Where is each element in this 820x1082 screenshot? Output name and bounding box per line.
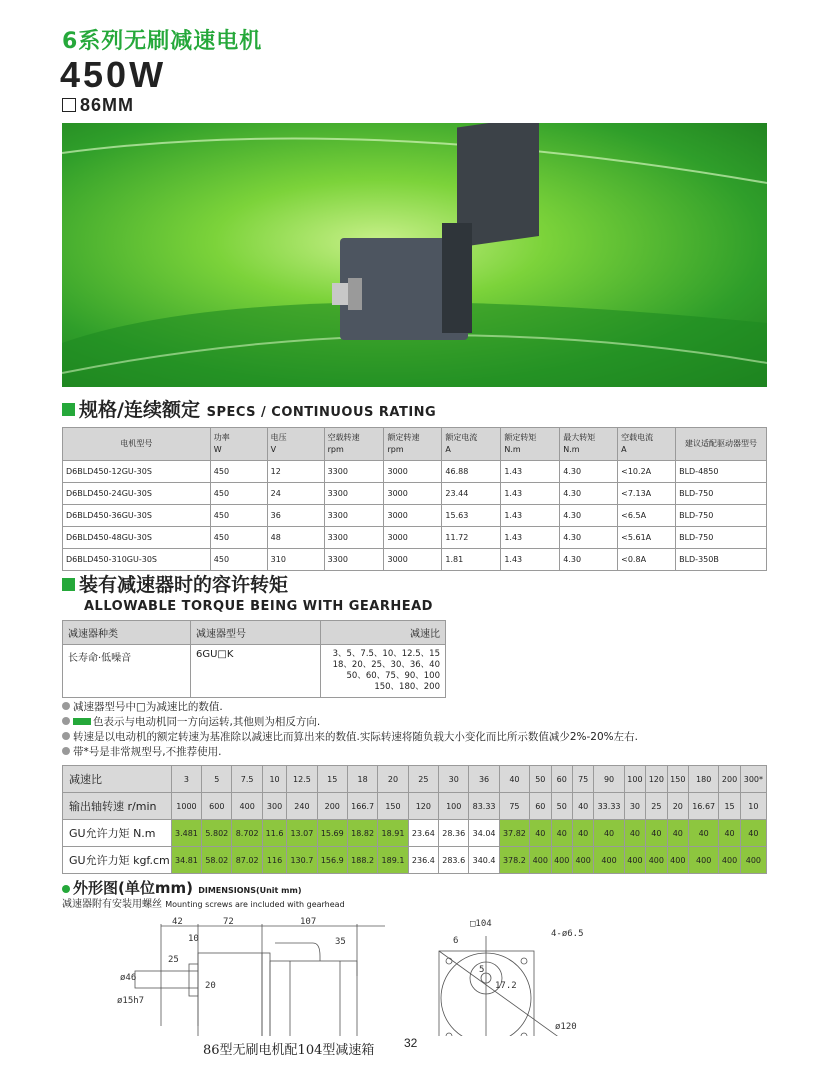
- ratio-cell: 378.2: [499, 847, 529, 874]
- drawing-caption: 86型无刷电机配104型减速箱: [203, 1043, 375, 1058]
- gear-type: 长寿命·低噪音: [63, 645, 191, 698]
- green-square-icon: [62, 403, 75, 416]
- page-number: 32: [404, 1036, 418, 1050]
- ratio-cell: 236.4: [408, 847, 438, 874]
- ratio-cell: 90: [594, 766, 624, 793]
- product-banner-image: [62, 123, 767, 387]
- ratio-cell: 12.5: [287, 766, 317, 793]
- ratio-cell: 200: [317, 793, 347, 820]
- ratio-cell: 16.67: [689, 793, 719, 820]
- ratio-cell: 400: [667, 847, 688, 874]
- specs-col-header: [676, 428, 767, 461]
- gearhead-table: [62, 620, 446, 698]
- specs-col-header: [324, 428, 384, 461]
- specs-cell: 3000: [384, 549, 442, 571]
- ratio-cell: 400: [624, 847, 645, 874]
- specs-cell: <5.61A: [618, 527, 676, 549]
- ratio-cell: 189.1: [378, 847, 408, 874]
- specs-col-header: [210, 428, 267, 461]
- dimensions-heading-en: DIMENSIONS(Unit mm): [198, 886, 302, 895]
- specs-col-header: [501, 428, 560, 461]
- ratio-cell: 11.6: [262, 820, 286, 847]
- header-text: V: [270, 445, 277, 454]
- ratio-cell: 87.02: [232, 847, 262, 874]
- ratio-cell: 40: [719, 820, 740, 847]
- header-text: A: [445, 445, 451, 454]
- ratio-cell: 40: [499, 766, 529, 793]
- specs-cell: 23.44: [442, 483, 501, 505]
- note-3: [62, 731, 638, 744]
- specs-cell: 4.30: [560, 549, 618, 571]
- ratio-cell: 15: [317, 766, 347, 793]
- ratio-cell: 3.481: [171, 820, 201, 847]
- ratio-cell: 83.33: [469, 793, 499, 820]
- specs-cell: <10.2A: [618, 461, 676, 483]
- specs-cell: 450: [210, 527, 267, 549]
- header-text: 空载电流: [621, 433, 654, 442]
- ratio-cell: 20: [667, 793, 688, 820]
- specs-col-header: [267, 428, 324, 461]
- ratio-cell: 400: [719, 847, 740, 874]
- specs-col-header: [442, 428, 501, 461]
- specs-cell: 36: [267, 505, 324, 527]
- ratio-cell: 60: [530, 793, 551, 820]
- specs-row: [63, 461, 767, 483]
- specs-cell: 3300: [324, 483, 384, 505]
- gearhead-heading: [62, 574, 288, 596]
- ratio-cell: 40: [572, 820, 593, 847]
- specs-cell: 4.30: [560, 505, 618, 527]
- ratio-cell: 15: [719, 793, 740, 820]
- ratio-cell: 75: [572, 766, 593, 793]
- ratio-torque-table: [62, 765, 767, 874]
- subtitle-cn: 减速器附有安装用螺丝: [62, 899, 162, 910]
- ratio-cell: 15.69: [317, 820, 347, 847]
- ratio-cell: 120: [408, 793, 438, 820]
- specs-heading-cn: 规格/连续额定: [79, 399, 200, 421]
- specs-cell: D6BLD450-24GU-30S: [63, 483, 211, 505]
- specs-cell: 3300: [324, 549, 384, 571]
- ratio-row-label: GU允许力矩 kgf.cm: [63, 847, 172, 874]
- ratio-cell: 166.7: [347, 793, 377, 820]
- frame-size: [62, 96, 134, 115]
- gearhead-heading-cn: 装有减速器时的容许转矩: [79, 574, 289, 596]
- ratio-cell: 130.7: [287, 847, 317, 874]
- header-text: rpm: [327, 445, 344, 454]
- ratio-cell: 120: [646, 766, 667, 793]
- specs-cell: 12: [267, 461, 324, 483]
- ratio-row: [63, 820, 767, 847]
- specs-cell: 3000: [384, 505, 442, 527]
- ratio-cell: 36: [469, 766, 499, 793]
- frame-size-value: 86MM: [80, 95, 135, 115]
- ratio-cell: 5.802: [202, 820, 232, 847]
- specs-cell: 450: [210, 505, 267, 527]
- ratio-cell: 18.82: [347, 820, 377, 847]
- header-text: 最大转矩: [563, 433, 596, 442]
- ratio-line: 50、60、75、90、100: [346, 671, 440, 681]
- note-4: [62, 746, 221, 759]
- dim-15h7: ø15h7: [117, 996, 145, 1006]
- ratio-cell: 40: [530, 820, 551, 847]
- header-text: 电压: [270, 433, 287, 442]
- ratio-row: [63, 793, 767, 820]
- specs-cell: 15.63: [442, 505, 501, 527]
- ratio-cell: 40: [572, 793, 593, 820]
- ratio-cell: 100: [624, 766, 645, 793]
- ratio-cell: 58.02: [202, 847, 232, 874]
- subtitle-en: Mounting screws are included with gearhead: [165, 900, 345, 909]
- ratio-cell: 400: [551, 847, 572, 874]
- header-text: A: [621, 445, 627, 454]
- dimension-drawing: [55, 916, 615, 1036]
- series-title: 6系列无刷减速电机: [62, 29, 263, 54]
- specs-row: [63, 483, 767, 505]
- ratio-cell: 50: [530, 766, 551, 793]
- specs-cell: D6BLD450-36GU-30S: [63, 505, 211, 527]
- specs-cell: 450: [210, 549, 267, 571]
- ratio-cell: 34.81: [171, 847, 201, 874]
- header-text: N.m: [563, 445, 580, 454]
- header-text: rpm: [387, 445, 404, 454]
- green-square-icon: [62, 578, 75, 591]
- specs-cell: BLD-4850: [676, 461, 767, 483]
- header-text: 额定转速: [387, 433, 420, 442]
- note-text: 减速器型号中□为减速比的数值.: [73, 701, 223, 713]
- dim-46: ø46: [120, 973, 137, 983]
- ratio-cell: 5: [202, 766, 232, 793]
- power-rating: 450W: [60, 54, 167, 95]
- specs-cell: 48: [267, 527, 324, 549]
- dim-10: 10: [188, 934, 199, 944]
- ratio-cell: 1000: [171, 793, 201, 820]
- note-text: 带*号是非常规型号,不推荐使用.: [73, 746, 222, 758]
- specs-cell: 3000: [384, 527, 442, 549]
- gear-ratios: [321, 645, 446, 698]
- specs-cell: D6BLD450-48GU-30S: [63, 527, 211, 549]
- gear-col-ratio: 减速比: [321, 621, 446, 645]
- ratio-cell: 18: [347, 766, 377, 793]
- specs-cell: <0.8A: [618, 549, 676, 571]
- ratio-cell: 400: [740, 847, 766, 874]
- ratio-cell: 400: [594, 847, 624, 874]
- specs-cell: 3000: [384, 461, 442, 483]
- ratio-cell: 40: [594, 820, 624, 847]
- specs-cell: 3300: [324, 527, 384, 549]
- ratio-cell: 7.5: [232, 766, 262, 793]
- ratio-cell: 18.91: [378, 820, 408, 847]
- ratio-line: 18、20、25、30、36、40: [332, 660, 440, 670]
- ratio-cell: 283.6: [439, 847, 469, 874]
- header-text: N.m: [504, 445, 521, 454]
- ratio-row: [63, 847, 767, 874]
- square-icon: [62, 98, 76, 112]
- side-view: [117, 917, 385, 1036]
- header-text: 建议适配驱动器型号: [685, 439, 758, 448]
- header-text: 额定转矩: [504, 433, 537, 442]
- specs-col-header: [63, 428, 211, 461]
- ratio-cell: 28.36: [439, 820, 469, 847]
- note-text: 转速是以电动机的额定转速为基准除以减速比而算出来的数值.实际转速将随负载大小变化而比所示数值减少2%-20%左右.: [73, 731, 638, 743]
- specs-col-header: [560, 428, 618, 461]
- specs-cell: BLD-750: [676, 505, 767, 527]
- ratio-cell: 30: [439, 766, 469, 793]
- specs-col-header: [384, 428, 442, 461]
- header-text: W: [213, 445, 222, 454]
- ratio-cell: 116: [262, 847, 286, 874]
- header-text: 空载转速: [327, 433, 360, 442]
- specs-heading-en: SPECS / CONTINUOUS RATING: [206, 405, 437, 420]
- ratio-cell: 30: [624, 793, 645, 820]
- specs-row: [63, 505, 767, 527]
- dim-4-holes: 4-ø6.5: [551, 929, 584, 939]
- ratio-cell: 400: [646, 847, 667, 874]
- ratio-cell: 150: [667, 766, 688, 793]
- green-swatch: [73, 718, 91, 725]
- ratio-cell: 25: [646, 793, 667, 820]
- ratio-cell: 100: [439, 793, 469, 820]
- header-text: 额定电流: [445, 433, 478, 442]
- ratio-cell: 400: [572, 847, 593, 874]
- header-text: 电机型号: [120, 439, 153, 448]
- ratio-cell: 40: [740, 820, 766, 847]
- ratio-line: 3、5、7.5、10、12.5、15: [332, 649, 440, 659]
- specs-cell: 1.81: [442, 549, 501, 571]
- front-view: [439, 919, 585, 1036]
- specs-cell: 24: [267, 483, 324, 505]
- dim-6: 6: [453, 936, 459, 946]
- ratio-cell: 75: [499, 793, 529, 820]
- dimensions-heading-cn: 外形图(单位mm): [73, 879, 193, 897]
- specs-table: [62, 427, 767, 571]
- ratio-cell: 340.4: [469, 847, 499, 874]
- specs-cell: 3300: [324, 505, 384, 527]
- ratio-row-label: 输出轴转速 r/min: [63, 793, 172, 820]
- dim-42: 42: [172, 917, 183, 927]
- specs-cell: 450: [210, 461, 267, 483]
- ratio-cell: 50: [551, 793, 572, 820]
- ratio-cell: 156.9: [317, 847, 347, 874]
- dim-35: 35: [335, 937, 346, 947]
- ratio-cell: 188.2: [347, 847, 377, 874]
- ratio-cell: 10: [740, 793, 766, 820]
- dim-17-2: 17.2: [495, 981, 517, 991]
- specs-col-header: [618, 428, 676, 461]
- specs-cell: 1.43: [501, 505, 560, 527]
- ratio-cell: 40: [667, 820, 688, 847]
- dim-104: □104: [470, 919, 492, 929]
- specs-cell: BLD-750: [676, 527, 767, 549]
- ratio-cell: 40: [624, 820, 645, 847]
- dimensions-subtitle: [62, 899, 345, 911]
- ratio-cell: 33.33: [594, 793, 624, 820]
- specs-cell: 4.30: [560, 483, 618, 505]
- gear-col-type: 减速器种类: [63, 621, 191, 645]
- ratio-cell: 400: [689, 847, 719, 874]
- dim-72: 72: [223, 917, 234, 927]
- ratio-cell: 23.64: [408, 820, 438, 847]
- dimensions-heading: [62, 879, 301, 900]
- specs-cell: 1.43: [501, 483, 560, 505]
- ratio-cell: 200: [719, 766, 740, 793]
- specs-cell: 310: [267, 549, 324, 571]
- specs-header-row: [63, 428, 767, 461]
- ratio-cell: 240: [287, 793, 317, 820]
- specs-cell: 3300: [324, 461, 384, 483]
- ratio-cell: 8.702: [232, 820, 262, 847]
- dim-25: 25: [168, 955, 179, 965]
- ratio-cell: 37.82: [499, 820, 529, 847]
- specs-cell: 11.72: [442, 527, 501, 549]
- specs-heading: [62, 399, 436, 424]
- specs-cell: 3000: [384, 483, 442, 505]
- gearhead-heading-en: ALLOWABLE TORQUE BEING WITH GEARHEAD: [84, 599, 433, 614]
- ratio-cell: 40: [646, 820, 667, 847]
- header-text: 功率: [213, 433, 230, 442]
- gear-model: 6GU□K: [191, 645, 321, 698]
- ratio-cell: 300: [262, 793, 286, 820]
- note-1: [62, 701, 223, 714]
- ratio-cell: 25: [408, 766, 438, 793]
- specs-cell: 450: [210, 483, 267, 505]
- specs-cell: <7.13A: [618, 483, 676, 505]
- ratio-cell: 40: [551, 820, 572, 847]
- ratio-cell: 180: [689, 766, 719, 793]
- specs-cell: D6BLD450-310GU-30S: [63, 549, 211, 571]
- note-text: 色表示与电动机同一方向运转,其他则为相反方向.: [93, 716, 321, 728]
- specs-cell: 4.30: [560, 461, 618, 483]
- specs-cell: 1.43: [501, 461, 560, 483]
- specs-cell: BLD-750: [676, 483, 767, 505]
- ratio-cell: 3: [171, 766, 201, 793]
- ratio-cell: 400: [232, 793, 262, 820]
- specs-cell: 1.43: [501, 527, 560, 549]
- dim-107: 107: [300, 917, 317, 927]
- dim-5: 5: [479, 965, 485, 975]
- motor-image: [62, 123, 767, 387]
- dim-120: ø120: [555, 1022, 577, 1032]
- ratio-row: [63, 766, 767, 793]
- ratio-cell: 300*: [740, 766, 766, 793]
- ratio-row-label: 减速比: [63, 766, 172, 793]
- ratio-line: 150、180、200: [374, 682, 440, 692]
- ratio-cell: 40: [689, 820, 719, 847]
- ratio-cell: 600: [202, 793, 232, 820]
- ratio-cell: 20: [378, 766, 408, 793]
- specs-row: [63, 527, 767, 549]
- specs-cell: 1.43: [501, 549, 560, 571]
- ratio-cell: 150: [378, 793, 408, 820]
- ratio-row-label: GU允许力矩 N.m: [63, 820, 172, 847]
- ratio-cell: 10: [262, 766, 286, 793]
- specs-cell: D6BLD450-12GU-30S: [63, 461, 211, 483]
- specs-row: [63, 549, 767, 571]
- ratio-cell: 13.07: [287, 820, 317, 847]
- gear-col-model: 减速器型号: [191, 621, 321, 645]
- specs-cell: 46.88: [442, 461, 501, 483]
- ratio-cell: 60: [551, 766, 572, 793]
- dim-20: 20: [205, 981, 216, 991]
- specs-cell: BLD-350B: [676, 549, 767, 571]
- ratio-cell: 34.04: [469, 820, 499, 847]
- specs-cell: <6.5A: [618, 505, 676, 527]
- ratio-cell: 400: [530, 847, 551, 874]
- note-2: [62, 716, 320, 729]
- specs-cell: 4.30: [560, 527, 618, 549]
